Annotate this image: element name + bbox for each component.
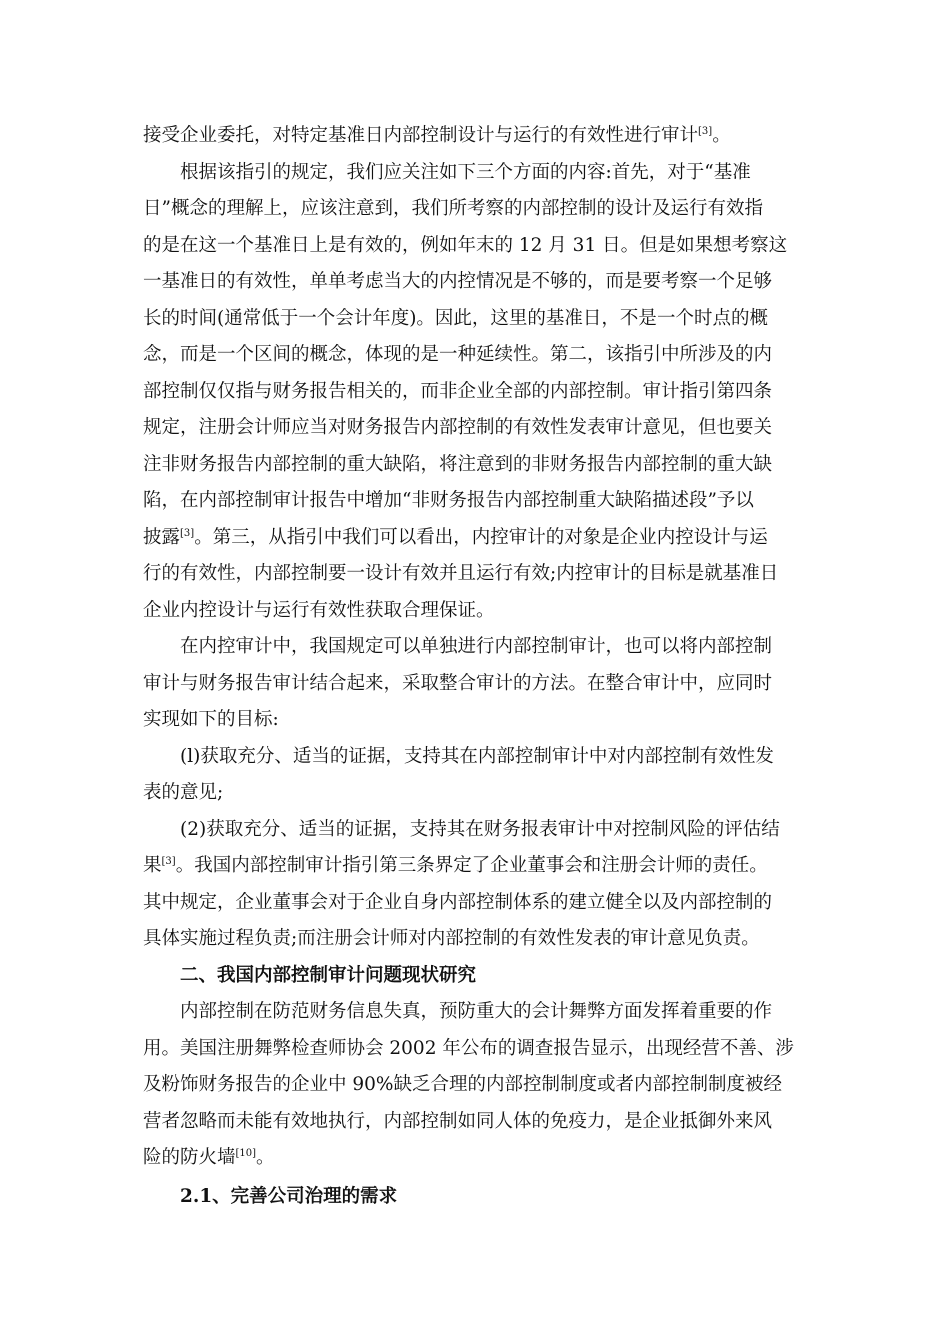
text-line: 一基准日的有效性，单单考虑当大的内控情况是不够的，而是要考察一个足够 bbox=[143, 271, 773, 292]
paragraph bbox=[143, 118, 805, 155]
paragraph bbox=[143, 994, 805, 1177]
text-line: (2)获取充分、适当的证据，支持其在财务报表审计中对控制风险的评估结 bbox=[180, 818, 780, 840]
text-line: 实现如下的目标: bbox=[143, 709, 279, 730]
text-line: 陷，在内部控制审计报告中增加“非财务报告内部控制重大缺陷描述段”予以 bbox=[143, 490, 754, 511]
paragraph bbox=[143, 812, 805, 958]
text-line: 的是在这一个基准日上是有效的，例如年末的 12 月 31 日。但是如果想考察这 bbox=[143, 234, 788, 256]
section-heading: 二、我国内部控制审计问题现状研究 bbox=[180, 964, 477, 986]
text-line: 内部控制在防范财务信息失真，预防重大的会计舞弊方面发挥着重要的作 bbox=[180, 1001, 773, 1022]
text-line: 披露[3]。第三，从指引中我们可以看出，内控审计的对象是企业内控设计与运 bbox=[143, 526, 768, 548]
subsection-heading: 2.1、完善公司治理的需求 bbox=[180, 1185, 398, 1207]
text-line: 部控制仅仅指与财务报告相关的，而非企业全部的内部控制。审计指引第四条 bbox=[143, 380, 773, 402]
text-line: (l)获取充分、适当的证据，支持其在内部控制审计中对内部控制有效性发 bbox=[180, 745, 774, 767]
citation: [3] bbox=[180, 527, 195, 539]
citation: [10] bbox=[235, 1148, 257, 1159]
text-line: 及粉饰财务报告的企业中 90%缺乏合理的内部控制制度或者内部控制制度被经 bbox=[143, 1074, 783, 1095]
paragraph bbox=[143, 629, 805, 739]
text-line: 企业内控设计与运行有效性获取合理保证。 bbox=[143, 599, 495, 621]
text-line: 审计与财务报告审计结合起来，采取整合审计的方法。在整合审计中，应同时 bbox=[143, 672, 773, 694]
text-line: 在内控审计中，我国规定可以单独进行内部控制审计，也可以将内部控制 bbox=[180, 636, 773, 657]
paragraph bbox=[143, 739, 805, 812]
citation: [3] bbox=[698, 126, 713, 137]
text-line: 规定，注册会计师应当对财务报告内部控制的有效性发表审计意见，但也要关 bbox=[143, 417, 773, 438]
text-line: 用。美国注册舞弊检查师协会 2002 年公布的调查报告显示，出现经营不善、涉 bbox=[143, 1037, 794, 1059]
text-line: 险的防火墙[10]。 bbox=[143, 1147, 275, 1168]
text-line: 表的意见; bbox=[143, 782, 224, 803]
document-page bbox=[143, 118, 805, 1215]
text-line: 行的有效性，内部控制要一设计有效并且运行有效;内控审计的目标是就基准日 bbox=[143, 563, 779, 584]
text-line: 接受企业委托，对特定基准日内部控制设计与运行的有效性进行审计[3]。 bbox=[143, 125, 731, 146]
paragraph bbox=[143, 155, 805, 630]
text-line: 具体实施过程负责;而注册会计师对内部控制的有效性发表的审计意见负责。 bbox=[143, 928, 760, 949]
text-line: 其中规定，企业董事会对于企业自身内部控制体系的建立健全以及内部控制的 bbox=[143, 891, 773, 913]
text-line: 营者忽略而未能有效地执行，内部控制如同人体的免疫力，是企业抵御外来风 bbox=[143, 1110, 773, 1132]
text-line: 日”概念的理解上，应该注意到，我们所考察的内部控制的设计及运行有效指 bbox=[143, 198, 763, 219]
text-line: 注非财务报告内部控制的重大缺陷，将注意到的非财务报告内部控制的重大缺 bbox=[143, 453, 773, 475]
text-line: 长的时间(通常低于一个会计年度)。因此，这里的基准日，不是一个时点的概 bbox=[143, 307, 768, 329]
text-line: 念，而是一个区间的概念，体现的是一种延续性。第二，该指引中所涉及的内 bbox=[143, 344, 773, 365]
text-line: 果[3]。我国内部控制审计指引第三条界定了企业董事会和注册会计师的责任。 bbox=[143, 855, 768, 876]
citation: [3] bbox=[161, 856, 176, 867]
text-line: 根据该指引的规定，我们应关注如下三个方面的内容:首先，对于“基准 bbox=[180, 161, 751, 183]
